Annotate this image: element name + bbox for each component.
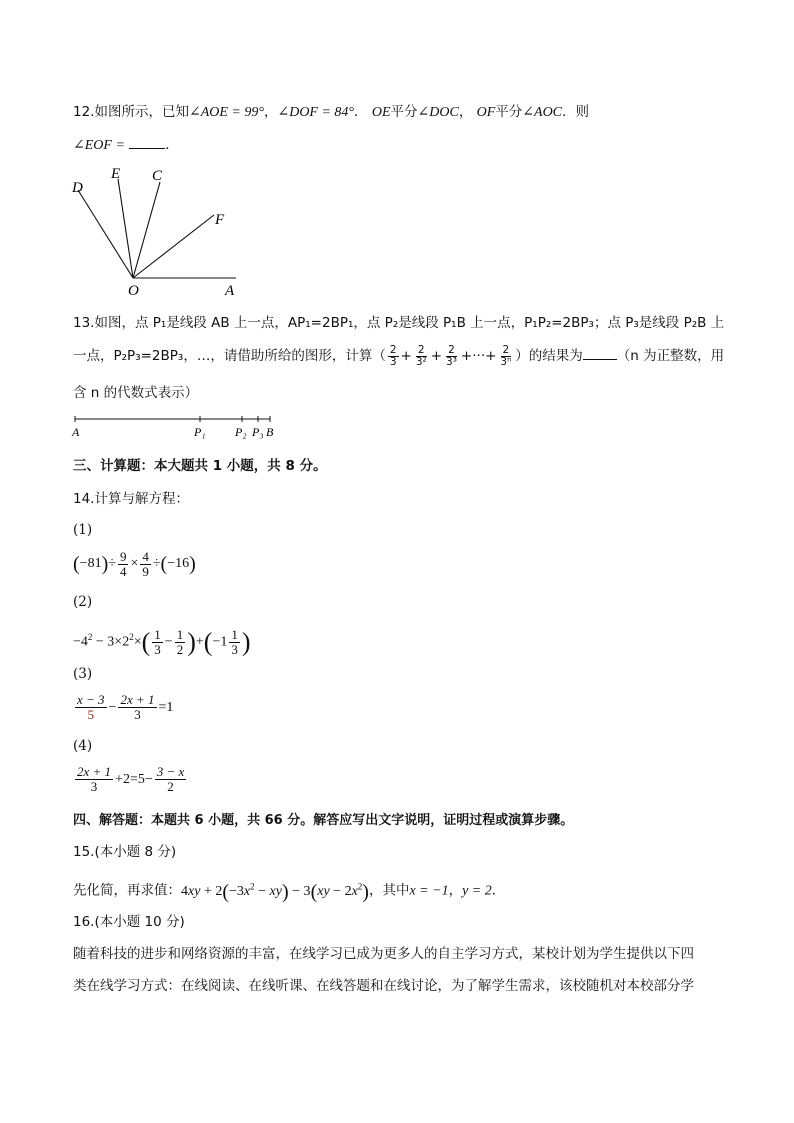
q16-line2: 类在线学习方式：在线阅读、在线听课、在线答题和在线讨论，为了解学生需求，该校随机对本校部分学 (73, 978, 694, 994)
q15-end: ． (491, 882, 506, 899)
q13-frac2: $\frac{2}{\text{3²}}$ (415, 343, 427, 368)
q14-part1-label: (1) (73, 522, 93, 538)
q12-cond2: ∠DOF = 84° (277, 105, 355, 120)
q13-line2-prefix: 一点，P₂P₃=2BP₃，…，请借助所给的图形，计算（ (73, 348, 386, 364)
q14-part1-expr: (−81)÷ $\frac{9}{4}$ × $\frac{4}{9}$ ÷(−16) (73, 548, 196, 579)
q13-frac3: $\frac{2}{\text{3³}}$ (446, 343, 457, 368)
q15-suffix: ，其中 (368, 882, 410, 899)
q14-part3-label: (3) (73, 666, 93, 682)
q14-part4-label: (4) (73, 738, 93, 754)
q13-answer-blank (583, 345, 617, 360)
label-c: C (152, 168, 163, 184)
q13-line2-suffix: ）的结果为 (515, 348, 583, 364)
q12-of: OF (476, 105, 496, 120)
q15-sep: ， (448, 882, 463, 899)
q12-bisect: 平分 (390, 104, 418, 120)
p2-frac-1-3: $\frac{1}{3}$ (154, 626, 161, 657)
q13-segment-figure (70, 410, 280, 442)
q16-title: 16.(本小题 10 分) (73, 914, 185, 930)
q12-cond1: ∠AOE = 99° (188, 105, 264, 120)
label-d: D (72, 180, 83, 196)
seg-label-p2: P₂ (235, 425, 247, 439)
q15-prefix: 先化简，再求值： (73, 882, 181, 899)
q12-bisect2: 平分 (495, 104, 523, 120)
p1-frac-4-9: $\frac{4}{9}$ (142, 548, 149, 579)
q12-line1 (73, 102, 589, 123)
q12-angle-aoc: ∠AOC (522, 105, 563, 120)
p2-frac-1-2: $\frac{1}{2}$ (176, 626, 184, 657)
q15-x-value: x = −1 (409, 883, 449, 899)
seg-label-a: A (72, 425, 80, 439)
q13-fracn: $\frac{2}{\text{3ⁿ}}$ (500, 343, 512, 368)
q12-eof: ∠EOF = (73, 138, 125, 153)
q13-frac1: $\frac{2}{3}$ (389, 343, 397, 368)
q12-line2 (73, 134, 179, 156)
q12-prefix: 12.如图所示，已知 (73, 104, 189, 120)
q15-text (73, 874, 505, 904)
seg-label-p3: P₃ (252, 425, 264, 439)
section4-title: 四、解答题：本题共 6 小题，共 66 分。解答应写出文字说明，证明过程或演算步骤。 (73, 813, 574, 828)
ray-of (133, 215, 214, 278)
q15-expression: $4xy + 2(-3x^2 - xy) - 3(xy - 2x^2)$ (181, 880, 369, 903)
q12-sep2: ． (354, 104, 368, 120)
p3-frac-left: $\frac{x - 3}{5}$ (77, 692, 105, 723)
p1-frac-9-4: $\frac{9}{4}$ (119, 548, 127, 579)
q15-title: 15.(本小题 8 分) (73, 844, 177, 860)
q12-angle-doc: ∠DOC (417, 105, 459, 120)
q13-dots: +···+ (460, 348, 497, 364)
ray-od (78, 190, 133, 278)
q12-angle-figure (66, 160, 246, 300)
p4-frac-left: $\frac{2x + 1}{3}$ (77, 764, 112, 795)
section3-title: 三、计算题：本大题共 1 小题，共 8 分。 (73, 458, 327, 474)
seg-label-p1: P₁ (194, 425, 206, 439)
label-e: E (111, 166, 121, 182)
q12-end1: ．则 (562, 104, 590, 120)
p2-frac-1-3b: $\frac{1}{3}$ (231, 626, 238, 657)
label-o: O (128, 283, 139, 299)
q14-title: 14.计算与解方程： (73, 491, 189, 507)
q12-oe: OE (371, 105, 391, 120)
q14-part2-label: (2) (73, 594, 93, 610)
ray-oc (133, 182, 160, 278)
ray-oe (118, 179, 133, 278)
seg-label-b: B (266, 425, 274, 439)
q12-sep3: ， (458, 104, 473, 120)
p3-frac-right: $\frac{2x + 1}{3}$ (120, 692, 155, 723)
q12-line2-end: ． (165, 137, 179, 153)
q14-part2-expr: $-4^2 - 3\times 2^2\times$( $\frac{1}{3}$ − $\frac{1}{2}$ )+(−1 $\frac{1}{3}$ ) (73, 626, 251, 657)
label-f: F (215, 212, 225, 228)
q14-part3-expr: $\frac{x - 3}{5}$ − $\frac{2x + 1}{3}$ =1 (77, 692, 174, 723)
q14-part4-expr: $\frac{2x + 1}{3}$ +2=5− $\frac{3 - x}{2}$ (77, 764, 185, 795)
q13-line2: 一点，P₂P₃=2BP₃，…，请借助所给的图形，计算（ $\frac{2}{3}$ + $\frac{2}{\text{3²}}$ + $\frac{2}{\text{3³}}$ +···+ $\frac{2}{\text{3ⁿ}}$ ）的结果为 （n 为正整数，用 (73, 343, 725, 368)
p4-frac-right: $\frac{3 - x}{2}$ (156, 764, 185, 795)
label-a: A (225, 283, 235, 299)
q13-line3: 含 n 的代数式表示） (73, 385, 199, 401)
q16-line1: 随着科技的进步和网络资源的丰富，在线学习已成为更多人的自主学习方式，某校计划为学生提供以下四 (73, 946, 694, 962)
q13-line1: 13.如图，点 P₁是线段 AB 上一点，AP₁=2BP₁，点 P₂是线段 P₁B 上一点，P₁P₂=2BP₃；点 P₃是线段 P₂B 上 (73, 315, 725, 331)
q13-line2-end: （n 为正整数，用 (616, 348, 725, 364)
q15-y-value: y = 2 (462, 883, 492, 899)
q12-sep1: ， (263, 104, 278, 120)
q12-answer-blank (129, 134, 165, 149)
